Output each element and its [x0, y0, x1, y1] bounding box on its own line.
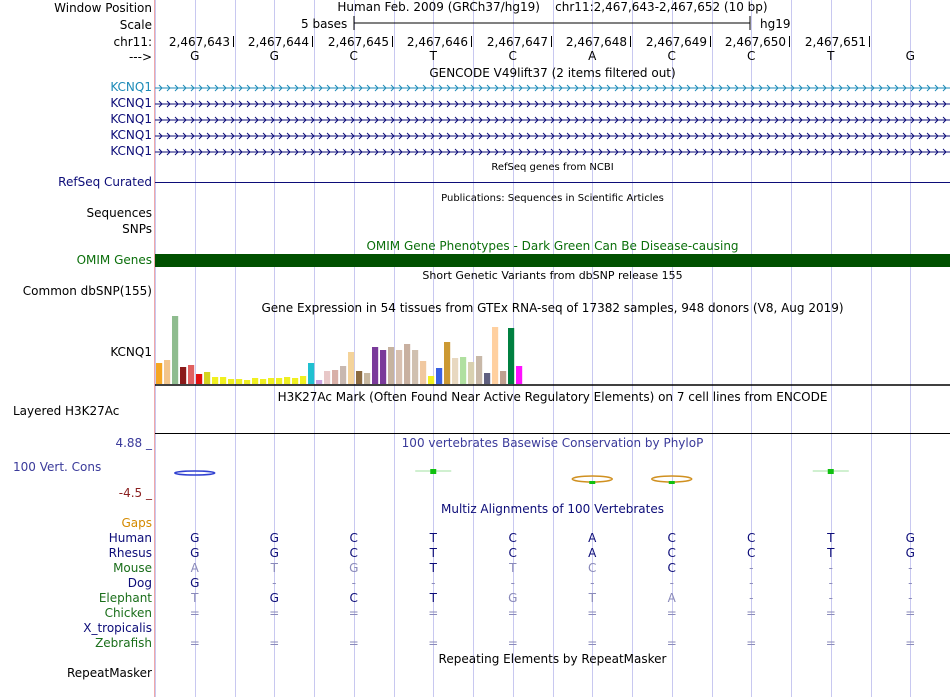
gtex-tissue-bar[interactable] — [164, 360, 170, 384]
sequences-track-label[interactable]: Sequences — [86, 206, 152, 220]
repeatmasker-track-title: Repeating Elements by RepeatMasker — [438, 652, 667, 666]
alignment-base: G — [190, 546, 200, 560]
gtex-tissue-bar[interactable] — [260, 379, 266, 384]
base-letter: A — [588, 49, 597, 63]
alignment-base: = — [746, 606, 757, 620]
gaps-label: Gaps — [121, 516, 152, 530]
base-letter: C — [508, 49, 517, 63]
dbsnp-track-label[interactable]: Common dbSNP(155) — [22, 284, 152, 298]
phylop-score-mark — [430, 469, 436, 474]
species-label[interactable]: Human — [108, 531, 152, 545]
alignment-base: C — [508, 546, 517, 560]
alignment-base: T — [429, 531, 437, 545]
alignment-base: = — [428, 636, 439, 650]
alignment-base: T — [588, 591, 596, 605]
alignment-base: C — [349, 591, 358, 605]
base-letter: G — [269, 49, 279, 63]
position-header — [155, 0, 950, 14]
phylop-score-mark — [828, 469, 834, 474]
alignment-base: = — [348, 636, 359, 650]
alignment-base: C — [349, 531, 358, 545]
alignment-base: A — [667, 591, 676, 605]
coordinate-tick — [630, 36, 631, 47]
alignment-base: C — [508, 531, 517, 545]
gtex-tissue-bar[interactable] — [476, 356, 482, 384]
coordinate-label: 2,467,649 — [645, 35, 707, 49]
gtex-tissue-bar[interactable] — [252, 378, 258, 384]
gtex-tissue-bar[interactable] — [220, 377, 226, 384]
alignment-base: = — [746, 636, 757, 650]
alignment-base: T — [509, 561, 517, 575]
gtex-tissue-bar[interactable] — [236, 379, 242, 384]
gencode-track-title: GENCODE V49lift37 (2 items filtered out) — [429, 66, 676, 80]
coordinate-label: 2,467,643 — [168, 35, 230, 49]
scale-text: 5 bases — [301, 17, 348, 31]
alignment-base: G — [508, 591, 518, 605]
alignment-base: = — [428, 606, 439, 620]
alignment-base: C — [588, 561, 597, 575]
coordinate-tick — [710, 36, 711, 47]
base-letter: G — [190, 49, 200, 63]
gtex-tissue-bar[interactable] — [284, 377, 290, 384]
gtex-tissue-bar[interactable] — [332, 370, 338, 384]
dbsnp-track-title: Short Genetic Variants from dbSNP release 155 — [422, 269, 683, 282]
gtex-tissue-bar[interactable] — [292, 378, 298, 384]
alignment-base: - — [908, 576, 913, 590]
gtex-tissue-bar[interactable] — [492, 327, 498, 384]
coordinate-tick — [312, 36, 313, 47]
gtex-tissue-bar[interactable] — [452, 358, 458, 384]
gtex-track-title: Gene Expression in 54 tissues from GTEx RNA-seq of 17382 samples, 948 donors (V8, Aug 2019) — [261, 301, 844, 315]
gtex-tissue-bar[interactable] — [444, 342, 450, 384]
gtex-tissue-bar[interactable] — [516, 366, 522, 384]
base-letter: T — [827, 49, 835, 63]
alignment-base: C — [747, 531, 756, 545]
alignment-base: = — [348, 606, 359, 620]
db-name: hg19 — [760, 17, 791, 31]
refseq-gene-line[interactable] — [155, 182, 950, 183]
alignment-base: A — [588, 531, 597, 545]
coordinate-tick — [869, 36, 870, 47]
alignment-base: T — [827, 531, 835, 545]
alignment-base: = — [269, 606, 280, 620]
alignment-base: = — [905, 636, 916, 650]
scale-label: Scale — [119, 18, 152, 32]
alignment-base: = — [905, 606, 916, 620]
coordinate-tick — [392, 36, 393, 47]
species-label[interactable]: X_tropicalis — [83, 621, 152, 635]
species-label[interactable]: Rhesus — [108, 546, 152, 560]
alignment-base: T — [429, 591, 437, 605]
phylop-top-line — [155, 433, 950, 434]
omim-track-title: OMIM Gene Phenotypes - Dark Green Can Be Disease-causing — [366, 239, 739, 253]
phylop-max-label: 4.88 _ — [115, 436, 152, 450]
coordinate-label: 2,467,647 — [486, 35, 548, 49]
phylop-plot[interactable] — [155, 460, 950, 490]
gtex-tissue-bar[interactable] — [356, 371, 362, 384]
alignment-base: = — [189, 636, 200, 650]
phylop-track-title: 100 vertebrates Basewise Conservation by PhyloP — [401, 436, 704, 450]
coordinate-tick — [789, 36, 790, 47]
species-label[interactable]: Zebrafish — [95, 636, 152, 650]
gtex-tissue-bar[interactable] — [396, 350, 402, 384]
alignment-base: C — [747, 546, 756, 560]
alignment-base: A — [588, 546, 597, 560]
refseq-track-label[interactable]: RefSeq Curated — [58, 175, 152, 189]
alignment-base: C — [667, 561, 676, 575]
scale-bar — [350, 16, 755, 32]
alignment-base: G — [349, 561, 359, 575]
alignment-base: = — [507, 636, 518, 650]
alignment-base: A — [190, 561, 199, 575]
track-label-pane — [0, 0, 154, 697]
alignment-base: C — [667, 546, 676, 560]
gtex-tissue-bar[interactable] — [204, 372, 210, 384]
base-letter: C — [349, 49, 358, 63]
gtex-tissue-bar[interactable] — [436, 368, 442, 384]
alignment-base: - — [749, 561, 754, 575]
alignment-base: = — [825, 606, 836, 620]
coordinate-tick — [233, 36, 234, 47]
alignment-base: G — [269, 591, 279, 605]
alignment-base: - — [272, 576, 277, 590]
gtex-bar-chart[interactable] — [155, 314, 950, 386]
coordinate-tick — [551, 36, 552, 47]
gtex-tissue-bar[interactable] — [412, 350, 418, 384]
strand-arrow-label: ---> — [128, 50, 152, 64]
gtex-tissue-bar[interactable] — [340, 366, 346, 384]
alignment-base: T — [191, 591, 199, 605]
gtex-tissue-bar[interactable] — [324, 371, 330, 384]
alignment-base: = — [587, 606, 598, 620]
alignment-base: - — [431, 576, 436, 590]
track-data-pane[interactable] — [155, 0, 950, 697]
gtex-tissue-bar[interactable] — [172, 316, 178, 384]
window-position-label: Window Position — [54, 1, 152, 15]
gtex-tissue-bar[interactable] — [364, 373, 370, 384]
alignment-base: T — [429, 546, 437, 560]
alignment-base: = — [269, 636, 280, 650]
coordinate-label: 2,467,648 — [565, 35, 627, 49]
gtex-tissue-bar[interactable] — [300, 376, 306, 384]
base-letter: C — [747, 49, 756, 63]
gtex-tissue-bar[interactable] — [316, 380, 322, 384]
coordinate-label: 2,467,645 — [327, 35, 389, 49]
gtex-tissue-bar[interactable] — [276, 378, 282, 384]
species-label[interactable]: Elephant — [98, 591, 152, 605]
alignment-base: G — [190, 576, 200, 590]
alignment-base: C — [349, 546, 358, 560]
publications-track-title: Publications: Sequences in Scientific Articles — [441, 193, 664, 204]
gtex-tissue-bar[interactable] — [404, 344, 410, 384]
species-label[interactable]: Chicken — [104, 606, 152, 620]
alignment-base: = — [666, 606, 677, 620]
alignment-base: T — [827, 546, 835, 560]
alignment-base: - — [828, 561, 833, 575]
alignment-base: C — [667, 531, 676, 545]
alignment-base: - — [908, 561, 913, 575]
alignment-base: G — [269, 531, 279, 545]
gtex-tissue-bar[interactable] — [372, 347, 378, 384]
multiz-track-title: Multiz Alignments of 100 Vertebrates — [440, 502, 665, 516]
alignment-base: = — [507, 606, 518, 620]
phylop-score-mark — [175, 471, 215, 475]
alignment-base: = — [189, 606, 200, 620]
gtex-tissue-bar[interactable] — [268, 378, 274, 384]
alignment-base: T — [270, 561, 278, 575]
base-letter: G — [905, 49, 915, 63]
phylop-min-label: -4.5 _ — [118, 486, 152, 500]
gtex-tissue-bar[interactable] — [244, 380, 250, 384]
alignment-base: - — [590, 576, 595, 590]
alignment-base: T — [429, 561, 437, 575]
coordinate-label: 2,467,651 — [804, 35, 866, 49]
gtex-tissue-bar[interactable] — [188, 365, 194, 384]
gencode-track-label[interactable]: KCNQ1 — [110, 128, 152, 142]
phylop-track-label[interactable]: 100 Vert. Cons — [13, 460, 102, 474]
snps-track-label[interactable]: SNPs — [122, 222, 152, 236]
gtex-tissue-bar[interactable] — [484, 373, 490, 384]
gencode-track-label[interactable]: KCNQ1 — [110, 112, 152, 126]
alignment-base: - — [510, 576, 515, 590]
chrom-label: chr11: — [113, 35, 152, 49]
position-range: chr11:2,467,643-2,467,652 (10 bp) — [555, 0, 768, 14]
gtex-tissue-bar[interactable] — [212, 377, 218, 384]
gtex-tissue-bar[interactable] — [508, 328, 514, 384]
alignment-base: - — [908, 591, 913, 605]
h3k27ac-track-label[interactable]: Layered H3K27Ac — [13, 404, 120, 418]
gtex-tissue-bar[interactable] — [156, 363, 162, 384]
alignment-base: - — [749, 591, 754, 605]
alignment-base: = — [825, 636, 836, 650]
refseq-track-title: RefSeq genes from NCBI — [491, 162, 614, 173]
gencode-track-label[interactable]: KCNQ1 — [110, 96, 152, 110]
repeatmasker-track-label[interactable]: RepeatMasker — [66, 666, 152, 680]
gtex-tissue-bar[interactable] — [500, 371, 506, 384]
base-letter: C — [667, 49, 676, 63]
gencode-gene-models[interactable] — [155, 80, 950, 160]
gtex-tissue-bar[interactable] — [228, 379, 234, 384]
coordinate-tick — [471, 36, 472, 47]
gencode-track-label[interactable]: KCNQ1 — [110, 80, 152, 94]
gtex-tissue-bar[interactable] — [196, 374, 202, 384]
gtex-tissue-bar[interactable] — [380, 350, 386, 384]
gtex-tissue-bar[interactable] — [180, 367, 186, 384]
alignment-base: = — [666, 636, 677, 650]
alignment-base: G — [905, 546, 915, 560]
alignment-base: - — [351, 576, 356, 590]
gtex-tissue-bar[interactable] — [420, 361, 426, 384]
alignment-base: - — [828, 591, 833, 605]
alignment-base: G — [190, 531, 200, 545]
gtex-tissue-bar[interactable] — [308, 363, 314, 384]
gtex-tissue-bar[interactable] — [468, 362, 474, 384]
base-letter: T — [429, 49, 437, 63]
coordinate-label: 2,467,644 — [247, 35, 309, 49]
h3k27ac-track-title: H3K27Ac Mark (Often Found Near Active Regulatory Elements) on 7 cell lines from ENCODE — [277, 390, 828, 404]
phylop-score-mark — [589, 481, 595, 484]
species-label[interactable]: Dog — [127, 576, 152, 590]
assembly-name: Human Feb. 2009 (GRCh37/hg19) — [337, 0, 540, 14]
omim-gene-bar[interactable] — [155, 254, 950, 267]
alignment-base: = — [587, 636, 598, 650]
gtex-tissue-bar[interactable] — [428, 376, 434, 384]
alignment-base: - — [828, 576, 833, 590]
gtex-tissue-bar[interactable] — [348, 352, 354, 384]
gencode-track-label[interactable]: KCNQ1 — [110, 144, 152, 158]
species-label[interactable]: Mouse — [113, 561, 152, 575]
gtex-tissue-bar[interactable] — [460, 357, 466, 384]
omim-track-label[interactable]: OMIM Genes — [76, 253, 152, 267]
coordinate-label: 2,467,646 — [406, 35, 468, 49]
alignment-base: - — [669, 576, 674, 590]
phylop-score-mark — [669, 481, 675, 484]
alignment-base: G — [905, 531, 915, 545]
alignment-base: G — [269, 546, 279, 560]
alignment-base: - — [749, 576, 754, 590]
coordinate-label: 2,467,650 — [724, 35, 786, 49]
gtex-tissue-bar[interactable] — [388, 347, 394, 384]
gtex-track-label[interactable]: KCNQ1 — [110, 345, 152, 359]
